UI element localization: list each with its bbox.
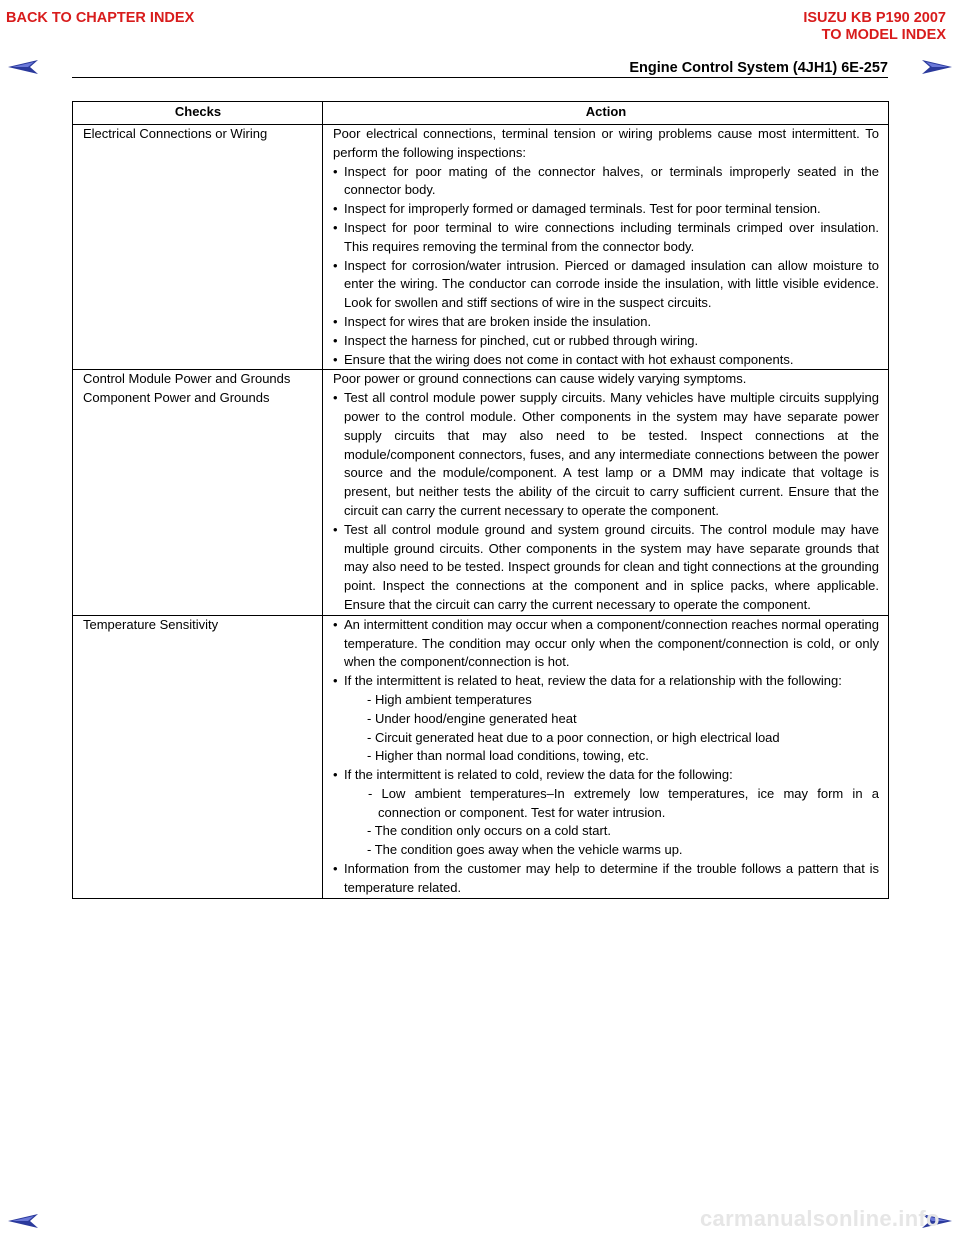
action-cell bbox=[323, 615, 889, 898]
bullet-item: • Inspect for poor terminal to wire connections including terminals crimped over insulation. This requires removing the terminal from the connector body. bbox=[333, 219, 879, 254]
prev-page-arrow-icon[interactable] bbox=[6, 58, 40, 76]
to-model-index-link[interactable]: TO MODEL INDEX bbox=[821, 27, 946, 43]
model-index-block[interactable] bbox=[803, 10, 946, 44]
action-cell bbox=[323, 370, 889, 615]
check-label: Electrical Connections or Wiring bbox=[83, 126, 268, 141]
bullet-item: • Inspect for poor mating of the connector halves, or terminals improperly seated in the connector body. bbox=[333, 163, 879, 198]
column-header-action: Action bbox=[323, 102, 889, 125]
bullet-item: • Test all control module ground and system ground circuits. The control module may have multiple ground circuits. Other components in the system may have separate grounds that may also need to be tested. Inspect grounds for clean and tight connections at the grounding point. Inspect the connections at the component and in splice packs, where applicable. Ensure that the circuit can carry the current necessary to operate the component. bbox=[333, 521, 879, 612]
bullet-item: • Test all control module power supply circuits. Many vehicles have multiple circuits supplying power to the control module. Other components in the system may have separate power supply circuits that may also need to be tested. Inspect connections at the module/component connectors, fuses, and any intermediate connections between the power source and the module/component. A test lamp or a DMM may indicate that voltage is present, but neither tests the ability of the circuit to carry sufficient current. Ensure that the circuit can carry the current necessary to operate the component. bbox=[333, 390, 879, 518]
header-divider bbox=[72, 77, 888, 78]
check-cell bbox=[73, 125, 323, 370]
prev-page-arrow-bottom-icon[interactable] bbox=[6, 1212, 40, 1230]
table-row bbox=[73, 370, 889, 615]
sub-item: - Circuit generated heat due to a poor connection, or high electrical load bbox=[367, 729, 780, 745]
sub-item: - The condition goes away when the vehicle warms up. bbox=[367, 842, 683, 858]
check-cell bbox=[73, 370, 323, 615]
sub-item: - High ambient temperatures bbox=[367, 691, 532, 707]
action-intro: Poor power or ground connections can cause widely varying symptoms. bbox=[333, 371, 747, 387]
bullet-item: • An intermittent condition may occur when a component/connection reaches normal operating temperature. The condition may occur only when the component/connection is cold, or only when the component/connection is hot. bbox=[333, 616, 879, 670]
check-cell bbox=[73, 615, 323, 898]
sub-item: - Low ambient temperatures–In extremely low temperatures, ice may form in a connection or component. Test for water intrusion. bbox=[368, 785, 879, 820]
column-header-checks: Checks bbox=[73, 102, 323, 125]
watermark: carmanualsonline.info bbox=[700, 1206, 940, 1231]
check-label: Component Power and Grounds bbox=[83, 390, 270, 406]
sub-item: - The condition only occurs on a cold start. bbox=[367, 823, 611, 839]
back-to-chapter-index-link[interactable]: BACK TO CHAPTER INDEX bbox=[6, 10, 195, 26]
bullet-item: • Inspect for wires that are broken inside the insulation. bbox=[333, 313, 652, 329]
sub-item: - Higher than normal load conditions, towing, etc. bbox=[367, 748, 649, 764]
check-label: Control Module Power and Grounds bbox=[83, 371, 291, 387]
page-title: Engine Control System (4JH1) 6E-257 bbox=[629, 60, 888, 76]
table-row bbox=[73, 615, 889, 898]
model-title: ISUZU KB P190 2007 bbox=[803, 10, 946, 26]
bullet-item: • Inspect for corrosion/water intrusion. Pierced or damaged insulation can allow moisture to enter the wiring. The conductor can corrode inside the insulation, with little visible evidence. Look for swollen and stiff sections of wire in the suspect circuits. bbox=[333, 257, 879, 311]
bullet-item: • If the intermittent is related to heat, review the data for a relationship with the following: bbox=[333, 673, 842, 689]
bullet-item: • Ensure that the wiring does not come in contact with hot exhaust components. bbox=[333, 351, 794, 367]
table-row bbox=[73, 125, 889, 370]
check-label: Temperature Sensitivity bbox=[83, 616, 219, 632]
bullet-item: • Inspect the harness for pinched, cut or rubbed through wiring. bbox=[333, 332, 699, 348]
sub-item: - Under hood/engine generated heat bbox=[367, 710, 577, 726]
table-header-row bbox=[73, 102, 889, 125]
checks-action-table bbox=[72, 101, 889, 899]
bullet-item: • Inspect for improperly formed or damaged terminals. Test for poor terminal tension. bbox=[333, 201, 821, 217]
next-page-arrow-icon[interactable] bbox=[920, 58, 954, 76]
bullet-item: • Information from the customer may help to determine if the trouble follows a pattern that is temperature related. bbox=[333, 861, 879, 895]
action-cell bbox=[323, 125, 889, 370]
bullet-item: • If the intermittent is related to cold, review the data for the following: bbox=[333, 767, 733, 783]
action-intro: Poor electrical connections, terminal tension or wiring problems cause most intermittent. To perform the following inspections: bbox=[333, 126, 879, 160]
